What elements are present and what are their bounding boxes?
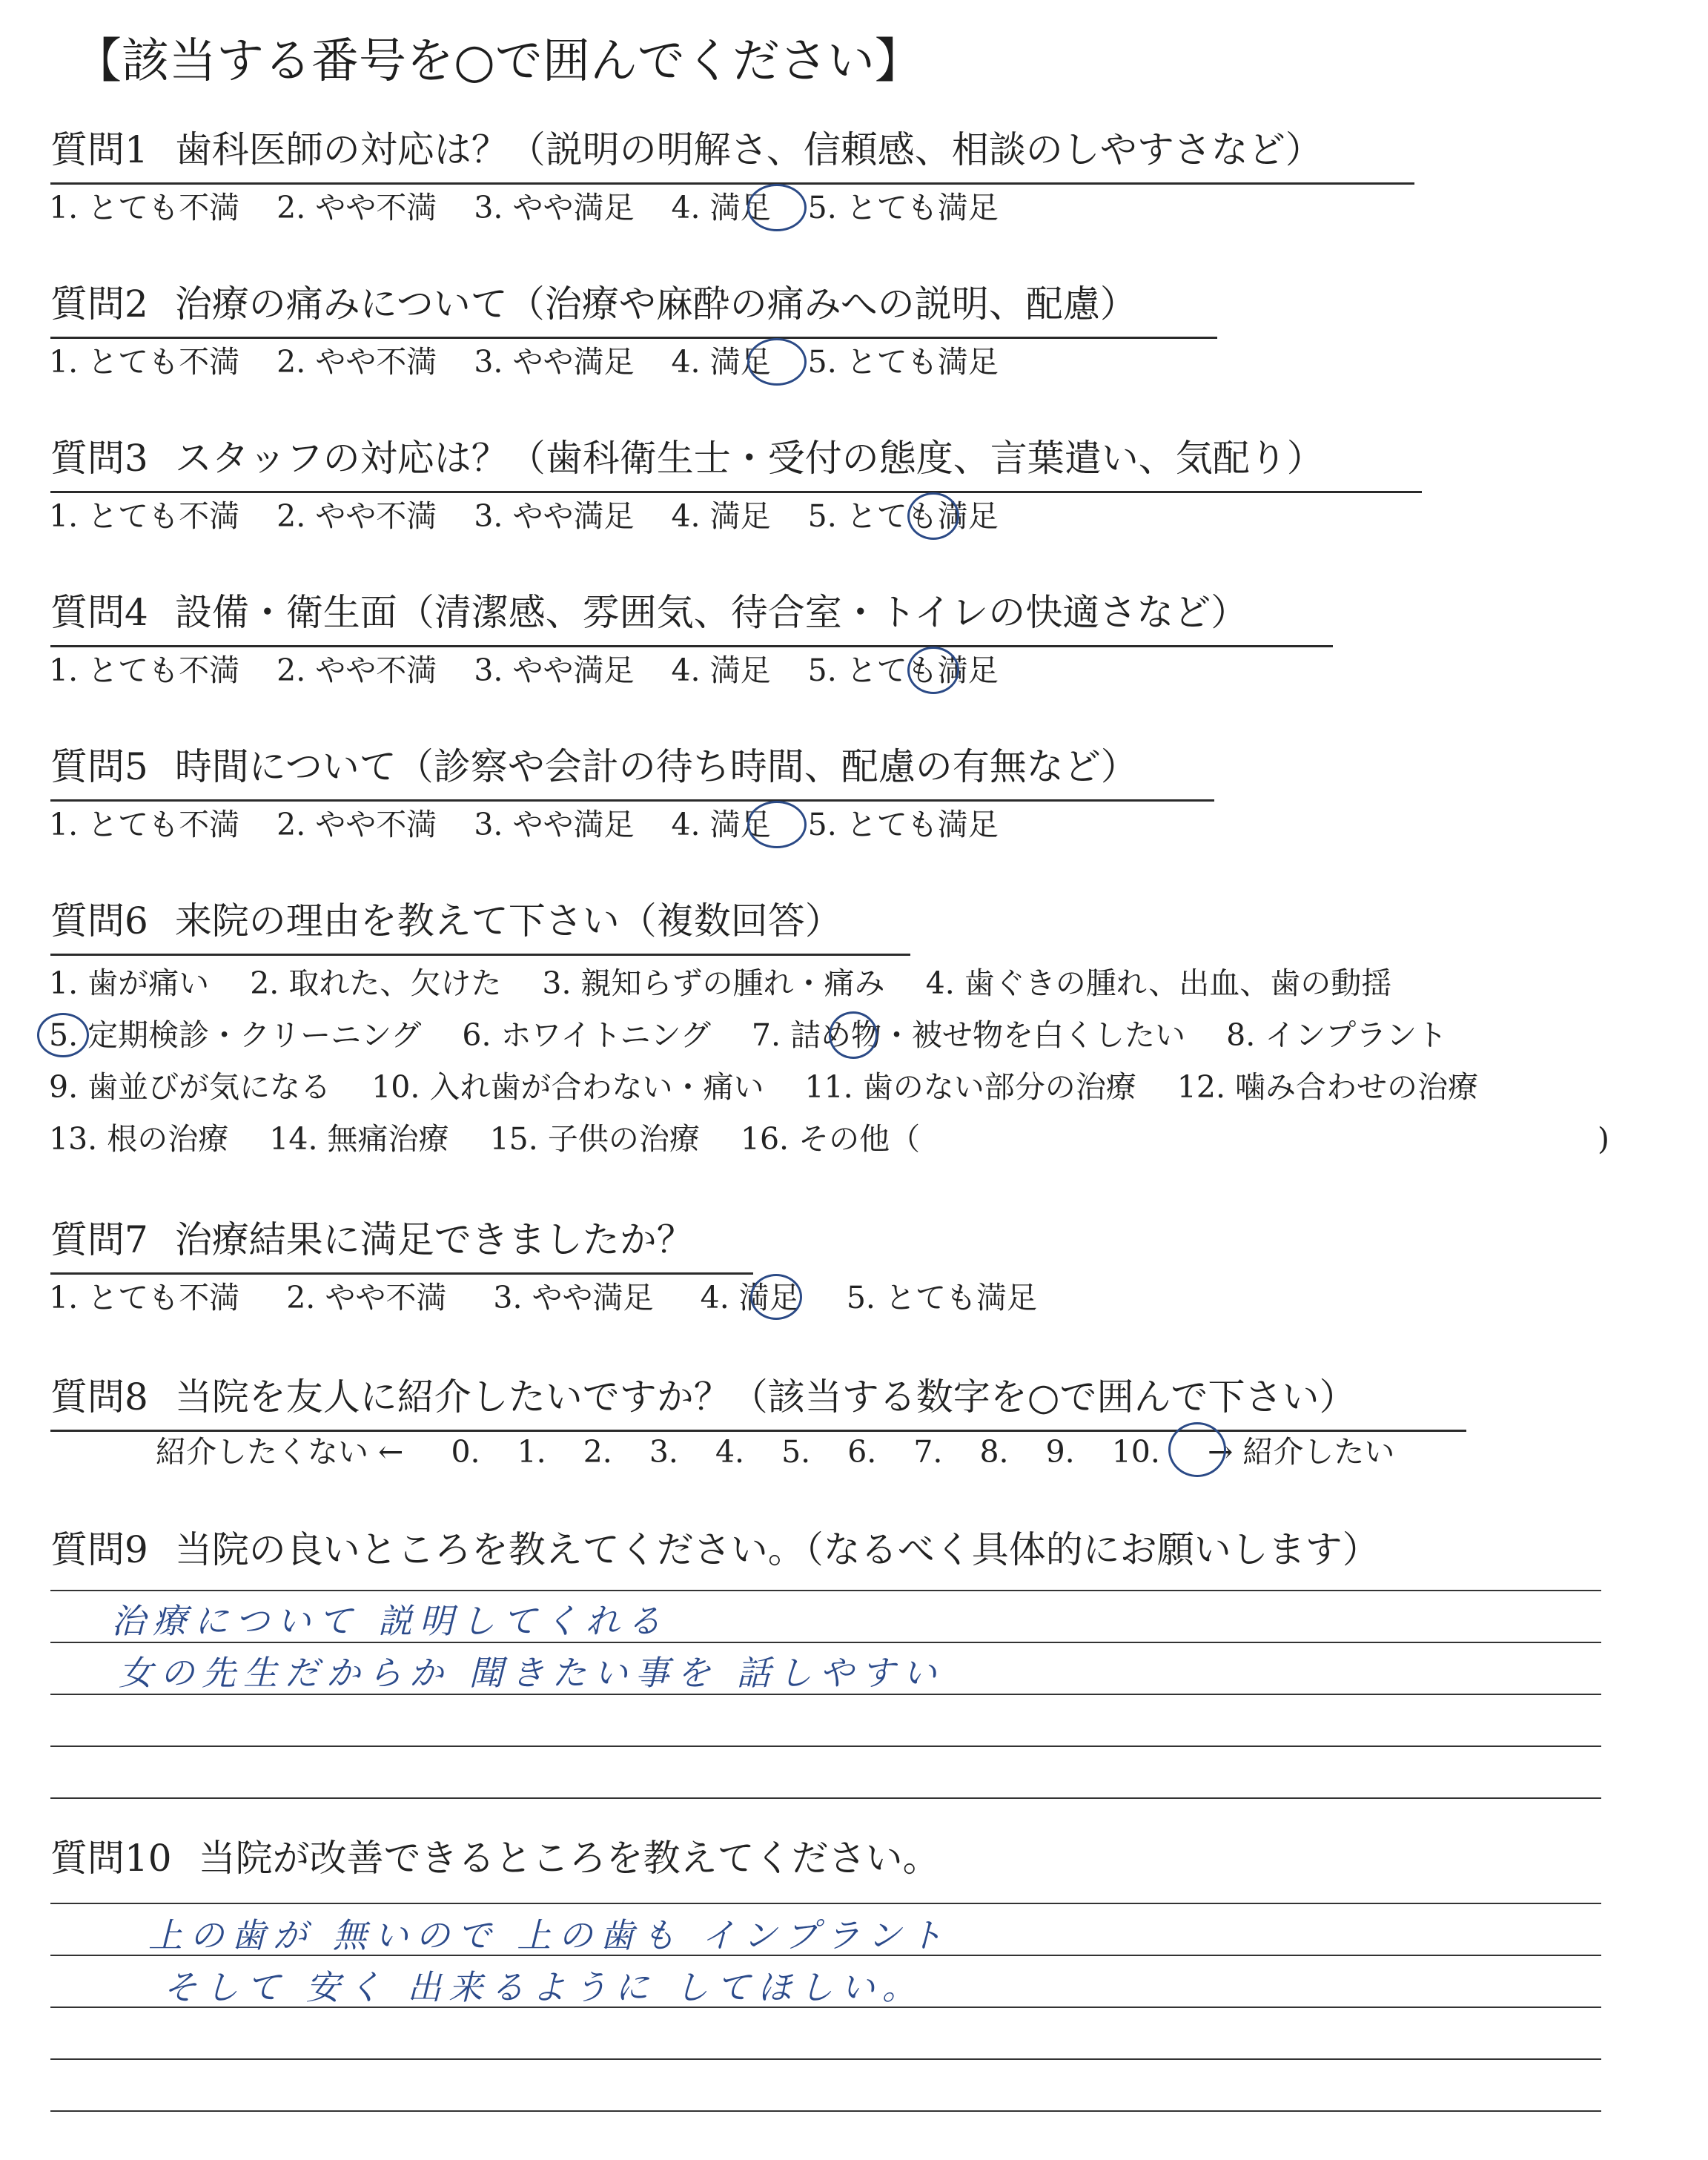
scale-option-4[interactable]: 4. xyxy=(715,1434,745,1470)
scale-option-6[interactable]: 6. xyxy=(847,1434,877,1470)
option-2[interactable]: 2. やや不満 xyxy=(286,1280,447,1315)
option-3[interactable]: 3. やや満足 xyxy=(474,498,635,534)
option-16[interactable]: 16. その他（ xyxy=(740,1121,921,1157)
q1-options xyxy=(49,187,1015,228)
question-label: 質問4 xyxy=(50,591,148,634)
option-4[interactable]: 4. 歯ぐきの腫れ、出血、歯の動揺 xyxy=(925,965,1392,1001)
question-label: 質問8 xyxy=(50,1375,148,1418)
question-5-heading xyxy=(50,743,1138,795)
q6-row-2 xyxy=(49,1014,1463,1056)
answer-line xyxy=(50,1745,1601,1747)
q6-row-4 xyxy=(49,1118,936,1160)
question-text: 治療結果に満足できましたか？ xyxy=(174,1218,694,1261)
option-14[interactable]: 14. 無痛治療 xyxy=(269,1121,449,1157)
option-1[interactable]: 1. とても不満 xyxy=(49,1280,240,1315)
option-2[interactable]: 2. やや不満 xyxy=(277,344,437,380)
scale-numbers xyxy=(432,1434,1178,1470)
question-label: 質問5 xyxy=(50,745,148,788)
answer-line xyxy=(50,2110,1601,2112)
option-3[interactable]: 3. やや満足 xyxy=(474,807,635,842)
option-3[interactable]: 3. やや満足 xyxy=(493,1280,654,1315)
underline xyxy=(50,645,1333,647)
question-label: 質問6 xyxy=(50,899,148,942)
handwritten-answer[interactable]: 女の先生だからか 聞きたい事を 話しやすい xyxy=(119,1653,944,1693)
option-8[interactable]: 8. インプラント xyxy=(1226,1017,1448,1053)
option-5[interactable]: 5. とても満足 xyxy=(807,498,999,534)
handwritten-answer[interactable]: 治療について 説明してくれる xyxy=(111,1601,669,1641)
option-2[interactable]: 2. やや不満 xyxy=(277,190,437,225)
option-12[interactable]: 12. 噛み合わせの治療 xyxy=(1176,1069,1479,1105)
q2-options xyxy=(49,341,1015,383)
question-1-heading xyxy=(50,126,1323,178)
underline xyxy=(50,491,1422,493)
question-7-heading xyxy=(50,1216,694,1268)
option-10[interactable]: 10. 入れ歯が合わない・痛い xyxy=(371,1069,764,1105)
handwritten-answer[interactable]: 上の歯が 無いので 上の歯も インプラント xyxy=(148,1915,950,1955)
option-3[interactable]: 3. やや満足 xyxy=(474,190,635,225)
question-8-heading xyxy=(50,1373,1356,1425)
option-2[interactable]: 2. やや不満 xyxy=(277,807,437,842)
question-text: 当院を友人に紹介したいですか？（該当する数字を○で囲んで下さい） xyxy=(174,1375,1357,1418)
option-5[interactable]: 5. とても満足 xyxy=(807,344,999,380)
option-3[interactable]: 3. やや満足 xyxy=(474,653,635,688)
option-1[interactable]: 1. とても不満 xyxy=(49,344,240,380)
option-4[interactable]: 4. 満足 xyxy=(671,653,771,688)
scale-option-2[interactable]: 2. xyxy=(583,1434,612,1470)
option-4[interactable]: 4. 満足 xyxy=(671,344,771,380)
answer-line xyxy=(50,2058,1601,2060)
question-label: 質問10 xyxy=(50,1837,172,1880)
question-label: 質問7 xyxy=(50,1218,148,1261)
scale-option-0[interactable]: 0. xyxy=(451,1434,480,1470)
option-5[interactable]: 5. とても満足 xyxy=(846,1280,1037,1315)
question-label: 質問1 xyxy=(50,128,148,171)
question-text: 設備・衛生面（清潔感、雰囲気、待合室・トイレの快適さなど） xyxy=(174,591,1248,634)
option-4[interactable]: 4. 満足 xyxy=(671,498,771,534)
option-3[interactable]: 3. 親知らずの腫れ・痛み xyxy=(542,965,885,1001)
question-9-heading xyxy=(50,1526,1380,1578)
other-close-paren: ) xyxy=(1598,1121,1609,1157)
q7-options xyxy=(49,1277,1053,1318)
option-5[interactable]: 5. とても満足 xyxy=(807,807,999,842)
question-text: 治療の痛みについて（治療や麻酔の痛みへの説明、配慮） xyxy=(174,283,1137,326)
scale-option-1[interactable]: 1. xyxy=(517,1434,546,1470)
scale-option-9[interactable]: 9. xyxy=(1045,1434,1075,1470)
underline xyxy=(50,954,910,956)
option-1[interactable]: 1. とても不満 xyxy=(49,498,240,534)
question-text: 当院が改善できるところを教えてください。 xyxy=(198,1837,940,1880)
question-2-heading xyxy=(50,280,1137,332)
question-10-heading xyxy=(50,1834,940,1886)
option-1[interactable]: 1. とても不満 xyxy=(49,653,240,688)
question-text: 来院の理由を教えて下さい（複数回答） xyxy=(174,899,842,942)
option-2[interactable]: 2. やや不満 xyxy=(277,498,437,534)
q4-options xyxy=(49,650,1015,691)
question-4-heading xyxy=(50,589,1248,641)
underline xyxy=(50,182,1414,185)
question-text: 歯科医師の対応は？（説明の明解さ、信頼感、相談のしやすさなど） xyxy=(174,128,1323,171)
option-4[interactable]: 4. 満足 xyxy=(671,807,771,842)
handwritten-answer[interactable]: そして 安く 出来るように してほしい。 xyxy=(163,1967,924,2007)
option-7[interactable]: 7. 詰め物・被せ物を白くしたい xyxy=(751,1017,1186,1053)
q6-row-3 xyxy=(49,1066,1494,1108)
scale-left-label: 紹介したくない ← xyxy=(156,1434,404,1470)
scale-option-3[interactable]: 3. xyxy=(649,1434,678,1470)
option-13[interactable]: 13. 根の治療 xyxy=(49,1121,229,1157)
option-5[interactable]: 5. 定期検診・クリーニング xyxy=(49,1017,422,1053)
option-11[interactable]: 11. 歯のない部分の治療 xyxy=(804,1069,1136,1105)
scale-option-7[interactable]: 7. xyxy=(913,1434,943,1470)
q5-options xyxy=(49,804,1015,845)
option-9[interactable]: 9. 歯並びが気になる xyxy=(49,1069,331,1105)
question-text: 当院の良いところを教えてください。（なるべく具体的にお願いします） xyxy=(174,1528,1380,1571)
underline xyxy=(50,799,1214,802)
underline xyxy=(50,1272,753,1275)
answer-line xyxy=(50,1590,1601,1591)
page-title: 【該当する番号を○で囲んでください】 xyxy=(74,34,922,89)
question-label: 質問9 xyxy=(50,1528,148,1571)
answer-line xyxy=(50,1903,1601,1904)
answer-line xyxy=(50,1797,1601,1799)
scale-option-10[interactable]: 10. xyxy=(1111,1434,1160,1470)
q8-scale xyxy=(156,1431,1394,1473)
question-6-heading xyxy=(50,897,842,949)
option-5[interactable]: 5. とても満足 xyxy=(807,190,999,225)
option-1[interactable]: 1. とても不満 xyxy=(49,190,240,225)
option-1[interactable]: 1. 歯が痛い xyxy=(49,965,210,1001)
q3-options xyxy=(49,495,1015,537)
option-2[interactable]: 2. やや不満 xyxy=(277,653,437,688)
option-1[interactable]: 1. とても不満 xyxy=(49,807,240,842)
option-2[interactable]: 2. 取れた、欠けた xyxy=(250,965,502,1001)
question-text: スタッフの対応は？（歯科衛生士・受付の態度、言葉遣い、気配り） xyxy=(174,437,1324,480)
option-3[interactable]: 3. やや満足 xyxy=(474,344,635,380)
q6-row-1 xyxy=(49,962,1408,1004)
option-15[interactable]: 15. 子供の治療 xyxy=(489,1121,700,1157)
question-3-heading xyxy=(50,435,1324,486)
scale-option-5[interactable]: 5. xyxy=(781,1434,811,1470)
option-4[interactable]: 4. 満足 xyxy=(671,190,771,225)
option-6[interactable]: 6. ホワイトニング xyxy=(462,1017,711,1053)
option-5[interactable]: 5. とても満足 xyxy=(807,653,999,688)
option-4[interactable]: 4. 満足 xyxy=(700,1280,800,1315)
scale-right-label: → 紹介したい xyxy=(1207,1434,1395,1470)
question-label: 質問3 xyxy=(50,437,148,480)
scale-option-8[interactable]: 8. xyxy=(979,1434,1009,1470)
question-text: 時間について（診察や会計の待ち時間、配慮の有無など） xyxy=(174,745,1138,788)
question-label: 質問2 xyxy=(50,283,148,326)
underline xyxy=(50,337,1217,339)
